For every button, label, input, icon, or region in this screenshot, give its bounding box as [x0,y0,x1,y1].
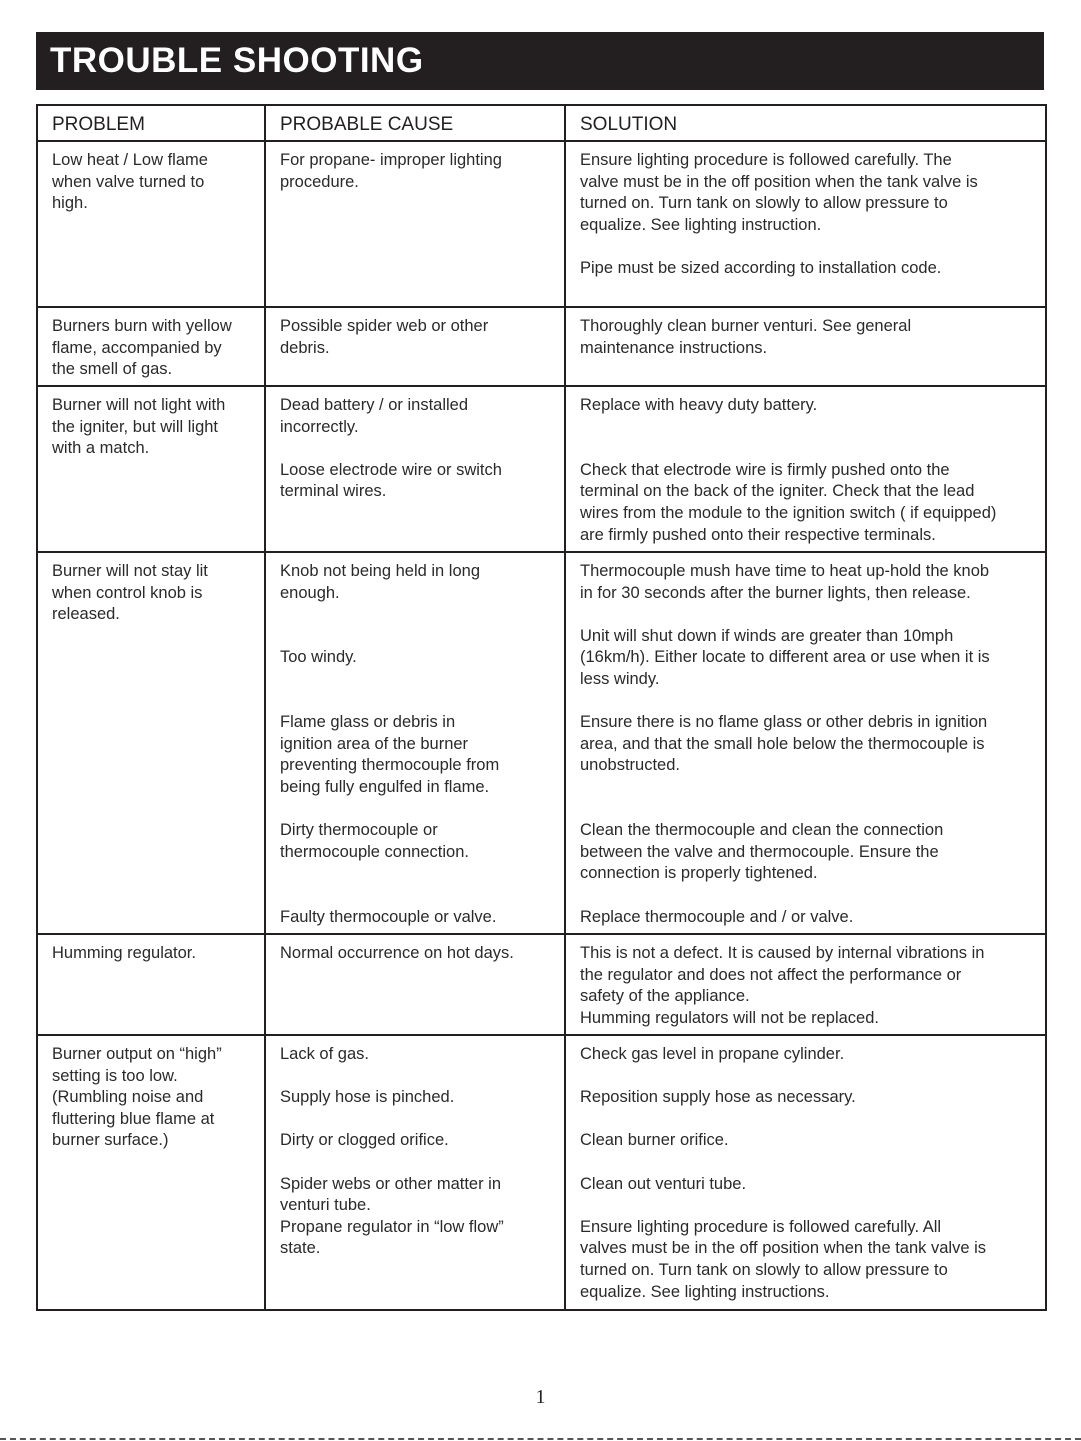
cause-text: Dirty thermocouple or thermocouple connection. [280,821,469,861]
solution-cell [565,934,1046,1035]
cause-cell [265,307,565,386]
problem-cell [37,552,265,934]
cause-text: Dirty or clogged orifice. [280,1131,449,1150]
problem-text: Burner output on “high” setting is too low. (Rumbling noise and fluttering blue flame at burner surface.) [52,1045,222,1150]
problem-cell [37,307,265,386]
problem-cell [37,386,265,552]
cause-text: Possible spider web or other debris. [280,317,489,357]
solution-text: Ensure there is no flame glass or other debris in ignition area, and that the small hole below the thermocouple is unobstructed. [580,713,988,775]
page-title-bar [36,32,1044,90]
table-row [37,1035,1046,1310]
problem-text: Low heat / Low flame when valve turned to high. [52,151,208,213]
solution-text: Check that electrode wire is firmly pushed onto the terminal on the back of the igniter. Check that the lead wires from the module to the ignition switch ( if equipped) are firmly pushed onto their respective terminals. [580,460,997,544]
problem-cell [37,141,265,307]
header-problem: PROBLEM [37,105,265,141]
solution-text: Reposition supply hose as necessary. [580,1088,856,1107]
solution-cell [565,386,1046,552]
solution-text: Replace with heavy duty battery. [580,396,818,414]
solution-text: Replace thermocouple and / or valve. [580,907,854,926]
problem-text: Burner will not stay lit when control knob is released. [52,562,208,624]
solution-cell [565,141,1046,307]
cause-text: Faulty thermocouple or valve. [280,907,497,926]
table-row [37,386,1046,552]
problem-cell [37,1035,265,1310]
cut-line [0,1438,1081,1440]
problem-cell [37,934,265,1035]
solution-text: Clean burner orifice. [580,1131,729,1150]
solution-text: Clean the thermocouple and clean the connection between the valve and thermocouple. Ensure the connection is properly tightened. [580,821,944,883]
cause-text: Normal occurrence on hot days. [280,944,514,962]
solution-text: Clean out venturi tube. [580,1174,747,1193]
table-row [37,552,1046,934]
solution-cell [565,552,1046,934]
solution-text: Ensure lighting procedure is followed carefully. All valves must be in the off position when the tank valve is turned on. Turn tank on slowly to allow pressure to equalize. See lighting instructions. [580,1217,987,1301]
solution-text: Ensure lighting procedure is followed carefully. The valve must be in the off position when the tank valve is turned on. Turn tank on slowly to allow pressure to equalize. See lighting instruction. [580,151,978,234]
page-number: 1 [535,1386,546,1408]
solution-text: Thermocouple mush have time to heat up-hold the knob in for 30 seconds after the burner lights, then release. [580,562,990,602]
solution-cell [565,307,1046,386]
solution-text: Thoroughly clean burner venturi. See general maintenance instructions. [580,317,912,357]
cause-text: For propane- improper lighting procedure. [280,151,502,191]
cause-text: Knob not being held in long enough. [280,562,480,602]
cause-text: Flame glass or debris in ignition area of the burner preventing thermocouple from being fully engulfed in flame. [280,713,500,796]
cause-cell [265,552,565,934]
page-title: TROUBLE SHOOTING [50,41,424,80]
problem-text: Humming regulator. [52,944,196,962]
table-row [37,934,1046,1035]
solution-cell [565,1035,1046,1310]
cause-text: Supply hose is pinched. [280,1088,455,1107]
troubleshooting-table [36,104,1047,1311]
cause-text: Lack of gas. [280,1045,369,1063]
table-row [37,141,1046,307]
cause-cell [265,386,565,552]
cause-text: Spider webs or other matter in venturi tube. Propane regulator in “low flow” state. [280,1174,504,1258]
table-row [37,307,1046,386]
solution-text: Pipe must be sized according to installation code. [580,258,942,277]
cause-cell [265,141,565,307]
cause-cell [265,1035,565,1310]
solution-text: Check gas level in propane cylinder. [580,1045,845,1063]
solution-text: This is not a defect. It is caused by internal vibrations in the regulator and does not affect the performance or safety of the appliance. Humming regulators will not be replaced. [580,944,985,1027]
cause-text: Dead battery / or installed incorrectly. [280,396,469,436]
problem-text: Burners burn with yellow flame, accompanied by the smell of gas. [52,317,232,379]
solution-text: Unit will shut down if winds are greater than 10mph (16km/h). Either locate to different area or use when it is less windy. [580,626,990,688]
cause-text: Loose electrode wire or switch terminal wires. [280,460,502,501]
cause-text: Too windy. [280,648,357,667]
problem-text: Burner will not light with the igniter, but will light with a match. [52,396,226,458]
cause-cell [265,934,565,1035]
header-solution: SOLUTION [565,105,1046,141]
table-header-row [37,105,1046,141]
header-probable-cause: PROBABLE CAUSE [265,105,565,141]
